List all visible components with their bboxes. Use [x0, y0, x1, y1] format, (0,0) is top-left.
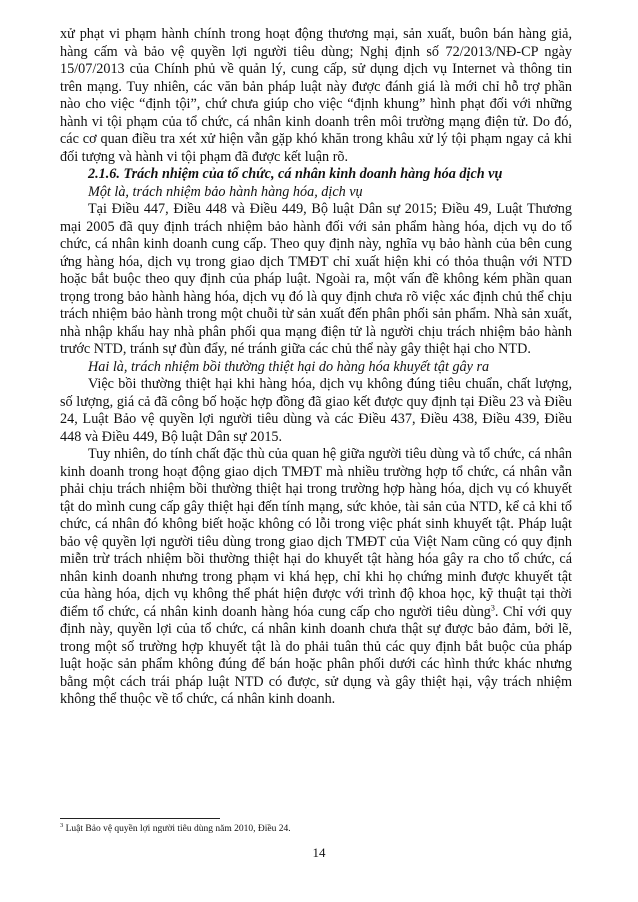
paragraph-exemption-part2: . Chỉ với quy định này, quyền lợi của tổ chức, cá nhân kinh doanh chưa thật sự được bảo đảm, bởi lẽ, trong một số trường hợp khuyết tật là do phải tuân thủ các quy định bắt buộc của pháp luật hoặc sản phẩm không đúng để bán hoặc phân phối dưới các hình thức khác nhưng bằng một cách trái pháp luật NTD có được, sử dụng và gây thiệt hại, vậy trách nhiệm không thể thuộc về tổ chức, cá nhân kinh doanh. [60, 603, 572, 707]
footnote-number: 3 [60, 821, 64, 829]
paragraph-intro: xử phạt vi phạm hành chính trong hoạt động thương mại, sản xuất, buôn bán hàng giả, hàng cấm và bảo vệ quyền lợi người tiêu dùng; Nghị định số 72/2013/NĐ-CP ngày 15/07/2013 của Chính phủ về quản lý, cung cấp, sử dụng dịch vụ Internet và thông tin trên mạng. Tuy nhiên, các văn bản pháp luật này được đánh giá là mới chỉ hỗ trợ phần nào cho việc “định tội”, chứ chưa giúp cho việc “định khung” hình phạt đối với những hành vi tội phạm của tổ chức, cá nhân kinh doanh trên môi trường mạng điện tử. Do đó, các cơ quan điều tra xét xử hiện vẫn gặp khó khăn trong khâu xử lý tội phạm ngay cả khi đối tượng và hành vi tội phạm đã được kết luận rõ. [60, 26, 572, 165]
document-body [60, 26, 572, 709]
paragraph-warranty: Tại Điều 447, Điều 448 và Điều 449, Bộ luật Dân sự 2015; Điều 49, Luật Thương mại 2005 đã quy định trách nhiệm bảo hành đối với sản phẩm hàng hóa, dịch vụ do tổ chức, cá nhân kinh doanh cung cấp. Theo quy định này, nghĩa vụ bảo hành của bên cung ứng hàng hóa, dịch vụ trong giao dịch TMĐT chỉ xuất hiện khi có thỏa thuận với NTD hoặc bắt buộc theo quy định của pháp luật. Ngoài ra, một vấn đề không kém phần quan trọng trong bảo hành hàng hóa, dịch vụ đó là quy định chưa rõ việc xác định chủ thể chịu trách nhiệm bảo hành trong một chuỗi từ sản xuất đến phân phối sản phẩm. Nhà sản xuất, nhà nhập khẩu hay nhà phân phối qua mạng điện tử là người chịu trách nhiệm bảo hành trước NTD, tránh sự đùn đẩy, né tránh giữa các chủ thể này gây thiệt hại cho NTD. [60, 201, 572, 357]
paragraph-compensation: Việc bồi thường thiệt hại khi hàng hóa, dịch vụ không đúng tiêu chuẩn, chất lượng, số lượng, giá cả đã công bố hoặc hợp đồng đã giao kết được quy định tại Điều 23 và Điều 24, Luật Bảo vệ quyền lợi người tiêu dùng và các Điều 437, Điều 438, Điều 439, Điều 448 và Điều 449, Bộ luật Dân sự 2015. [60, 376, 572, 445]
section-heading: 2.1.6. Trách nhiệm của tổ chức, cá nhân kinh doanh hàng hóa dịch vụ [88, 166, 503, 182]
footnote [60, 821, 572, 834]
subheading-compensation: Hai là, trách nhiệm bồi thường thiệt hại do hàng hóa khuyết tật gây ra [88, 358, 490, 375]
paragraph-exemption [60, 446, 572, 709]
paragraph-exemption-part1: Tuy nhiên, do tính chất đặc thù của quan hệ giữa người tiêu dùng và tổ chức, cá nhân kinh doanh trong hoạt động giao dịch TMĐT mà nhiều trường hợp tổ chức, cá nhân vẫn phải chịu trách nhiệm bồi thường thiệt hại trong trường hợp hàng hóa, dịch vụ có khuyết tật do mình cung cấp gây thiệt hại đến tính mạng, sức khỏe, tài sản của NTD, kể cả khi tổ chức, cá nhân đó không biết hoặc không có lỗi trong việc phát sinh khuyết tật. Pháp luật bảo vệ quyền lợi người tiêu dùng trong giao dịch TMĐT của Việt Nam cũng có quy định miễn trừ trách nhiệm bồi thường thiệt hại do khuyết tật hàng hóa gây ra cho tổ chức, cá nhân kinh doanh nhưng trong phạm vi khá hẹp, chỉ khi họ chứng minh được khuyết tật của hàng hóa, dịch vụ không thể phát hiện được với trình độ khoa học, kỹ thuật tại thời điểm tổ chức, cá nhân kinh doanh hàng hóa cung cấp cho người tiêu dùng [60, 446, 572, 620]
page-number: 14 [312, 845, 326, 860]
subheading-warranty: Một là, trách nhiệm bảo hành hàng hóa, dịch vụ [88, 183, 363, 200]
footnote-reference[interactable]: 3 [490, 602, 495, 612]
footnote-text: Luật Bảo vệ quyền lợi người tiêu dùng năm 2010, Điều 24. [63, 824, 291, 834]
footnote-divider [60, 818, 220, 819]
